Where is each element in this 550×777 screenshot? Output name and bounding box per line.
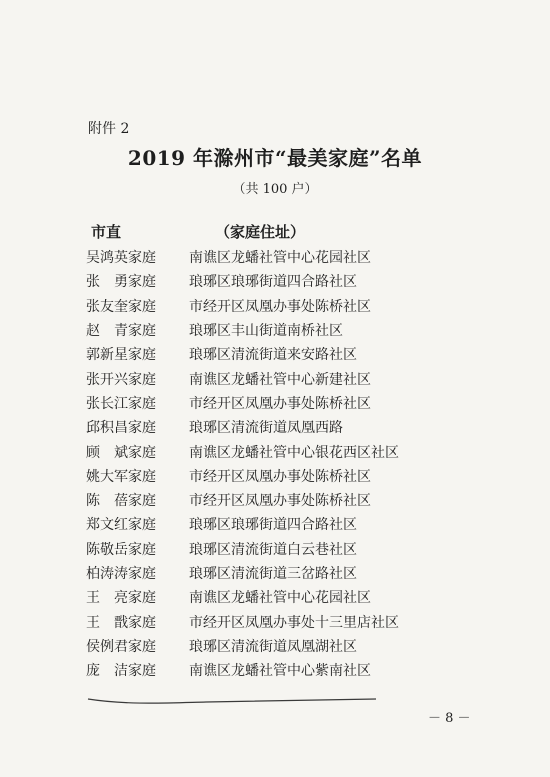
family-address: 琅琊区丰山街道南桥社区 [189, 323, 343, 340]
family-name: 王 戬家庭 [86, 614, 156, 631]
list-item [86, 658, 486, 682]
family-name: 张开兴家庭 [86, 371, 156, 388]
list-item [86, 415, 486, 439]
family-name: 赵 青家庭 [86, 323, 156, 340]
page-subtitle: （共 100 户） [232, 182, 318, 197]
family-address: 市经开区凤凰办事处陈桥社区 [189, 298, 371, 315]
family-name: 王 亮家庭 [86, 590, 156, 607]
family-name: 郑文红家庭 [86, 517, 156, 534]
family-address: 琅琊区清流街道凤凰西路 [189, 420, 343, 437]
list-item [86, 294, 486, 318]
family-name: 邱积昌家庭 [86, 420, 156, 437]
family-address: 琅琊区清流街道来安路社区 [189, 347, 357, 364]
family-address: 南谯区龙蟠社管中心花园社区 [189, 250, 371, 267]
family-name: 顾 斌家庭 [86, 444, 156, 461]
handwritten-underline [86, 693, 386, 707]
family-address: 市经开区凤凰办事处陈桥社区 [189, 395, 371, 412]
family-name: 郭新星家庭 [86, 347, 156, 364]
family-address: 琅琊区清流街道凤凰湖社区 [189, 638, 357, 655]
family-address: 南谯区龙蟠社管中心银花西区社区 [189, 444, 399, 461]
family-name: 张 勇家庭 [86, 274, 156, 291]
list-item [86, 537, 486, 561]
family-address: 南谯区龙蟠社管中心花园社区 [189, 590, 371, 607]
family-name: 陈敬岳家庭 [86, 541, 156, 558]
family-address: 市经开区凤凰办事处陈桥社区 [189, 468, 371, 485]
list-item [86, 269, 486, 293]
family-name: 姚大军家庭 [86, 468, 156, 485]
list-item [86, 391, 486, 415]
family-name: 吴鸿英家庭 [86, 250, 156, 267]
attachment-label: 附件 2 [88, 121, 130, 137]
family-address: 南谯区龙蟠社管中心新建社区 [189, 371, 371, 388]
list-item [86, 342, 486, 366]
family-address: 琅琊区清流街道白云巷社区 [189, 541, 357, 558]
family-address: 市经开区凤凰办事处十三里店社区 [189, 614, 399, 631]
family-address: 琅琊区琅琊街道四合路社区 [189, 274, 357, 291]
section-heading: 市直 [91, 223, 122, 241]
list-item [86, 561, 486, 585]
family-address: 琅琊区琅琊街道四合路社区 [189, 517, 357, 534]
list-item [86, 366, 486, 390]
family-name: 陈 蓓家庭 [86, 493, 156, 510]
family-address: 市经开区凤凰办事处陈桥社区 [189, 493, 371, 510]
list-item [86, 488, 486, 512]
family-name: 侯例君家庭 [86, 638, 156, 655]
list-item [86, 318, 486, 342]
page-number: － 8 － [428, 711, 471, 726]
list-item [86, 245, 486, 269]
family-list [86, 245, 486, 682]
list-item [86, 439, 486, 463]
family-name: 张友奎家庭 [86, 298, 156, 315]
family-name: 张长江家庭 [86, 395, 156, 412]
family-address: 南谯区龙蟠社管中心紫南社区 [189, 663, 371, 680]
page-title: 2019 年滁州市“最美家庭”名单 [127, 146, 423, 170]
list-item [86, 609, 486, 633]
address-column-header: （家庭住址） [215, 223, 306, 241]
list-item [86, 585, 486, 609]
list-item [86, 512, 486, 536]
family-name: 柏涛涛家庭 [86, 566, 156, 582]
list-item [86, 634, 486, 658]
family-name: 庞 洁家庭 [86, 663, 156, 680]
list-item [86, 464, 486, 488]
family-address: 琅琊区清流街道三岔路社区 [189, 566, 357, 582]
